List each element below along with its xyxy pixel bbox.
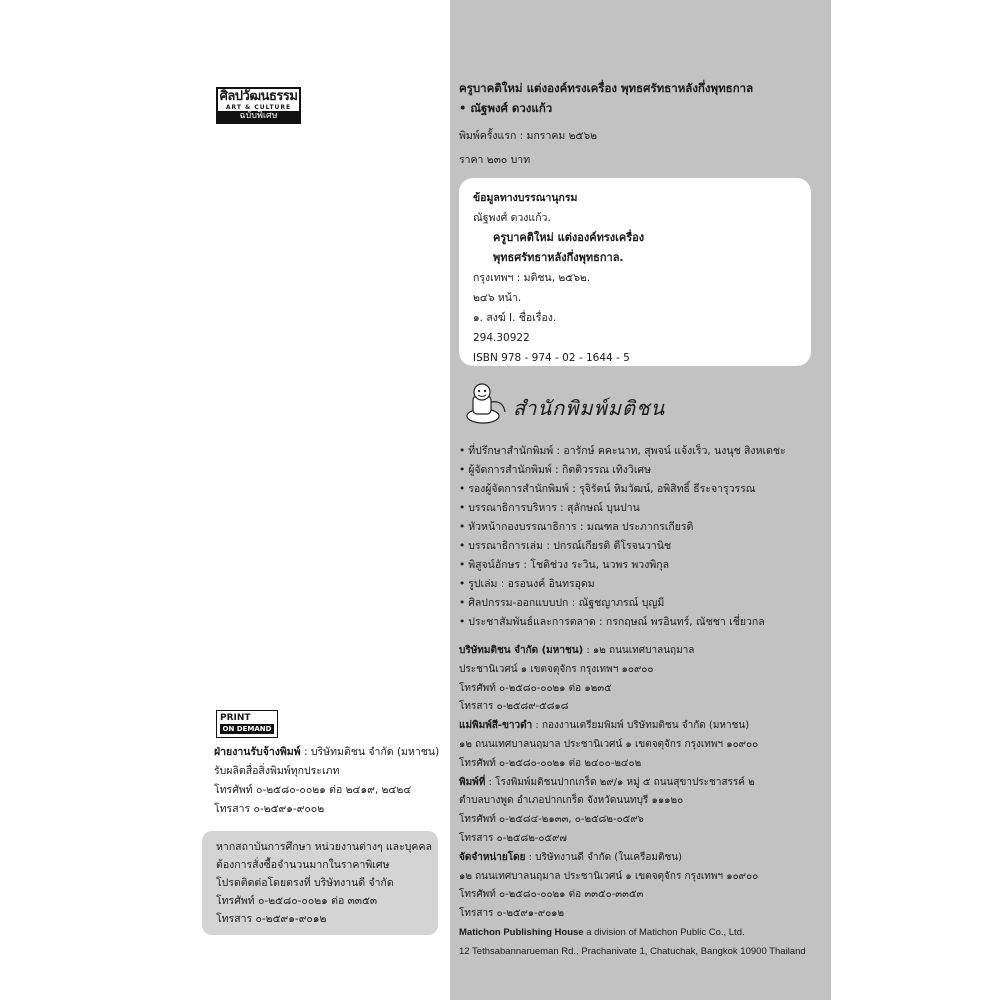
publishing-house-line xyxy=(459,924,829,943)
distributor-line xyxy=(459,849,829,868)
cataloging-heading: ข้อมูลทางบรรณานุกรม xyxy=(473,192,578,204)
distributor-value: : บริษัทงานดี จำกัด (ในเครือมติชน) xyxy=(525,851,683,863)
publishing-house-name: Matichon Publishing House xyxy=(459,926,584,938)
cataloging-pages: ๒๔๖ หน้า. xyxy=(473,292,522,304)
distributor-fax: โทรสาร ๐-๒๕๙๑-๙๐๑๒ xyxy=(459,908,565,920)
note-line: หากสถาบันการศึกษา หน่วยงานต่างๆ และบุคคล xyxy=(216,841,432,853)
separation-tel: โทรศัพท์ ๐-๒๕๘๐-๐๐๒๑ ต่อ ๒๔๐๐-๒๔๐๒ xyxy=(459,757,642,769)
address-block xyxy=(459,642,829,962)
cataloging-box xyxy=(459,178,811,366)
staff-item: • ประชาสัมพันธ์และการตลาด : กรกฤษณ์ พรอินทร์, ณัชชา เชี่ยวกล xyxy=(459,613,829,632)
magazine-logo xyxy=(216,87,301,124)
cataloging-author: ณัฐพงศ์ ดวงแก้ว. xyxy=(473,212,551,224)
printing-value: : โรงพิมพ์มติชนปากเกร็ด ๒๙/๑ หมู่ ๕ ถนนสุขาประชาสรรค์ ๒ xyxy=(485,776,755,788)
separation-value: : กองงานเตรียมพิมพ์ บริษัทมติชน จำกัด (มหาชน) xyxy=(532,720,750,732)
book-author: • ณัฐพงศ์ ดวงแก้ว xyxy=(459,101,553,115)
cataloging-subject: ๑. สงฆ์ I. ชื่อเรื่อง. xyxy=(473,312,557,324)
publisher-script-logo: สำนักพิมพ์มติชน xyxy=(513,396,666,420)
separation-label: แม่พิมพ์สี-ขาวดำ xyxy=(459,720,533,732)
note-line: โทรสาร ๐-๒๕๙๑-๙๐๑๒ xyxy=(216,913,327,925)
company-name: บริษัทมติชน จำกัด (มหาชน) xyxy=(459,645,584,656)
printing-label: พิมพ์ที่ xyxy=(459,776,486,788)
print-logo-line2: ON DEMAND xyxy=(220,724,274,734)
distributor-tel: โทรศัพท์ ๐-๒๕๘๐-๐๐๒๑ ต่อ ๓๓๕๐-๓๓๕๓ xyxy=(459,889,644,901)
logo-subtitle: ART & CULTURE xyxy=(225,104,292,111)
printing-service-block xyxy=(214,743,444,819)
printing-service-line2: รับผลิตสื่อสิ่งพิมพ์ทุกประเภท xyxy=(214,765,340,777)
cataloging-imprint: กรุงเทพฯ : มติชน, ๒๕๖๒. xyxy=(473,272,591,284)
company-fax: โทรสาร ๐-๒๕๘๙-๕๘๑๘ xyxy=(459,701,569,713)
staff-item: • หัวหน้ากองบรรณาธิการ : มณฑล ประภากรเกียรติ xyxy=(459,518,829,537)
cataloging-title-2: พุทธศรัทธาหลังกึ่งพุทธกาล. xyxy=(493,251,624,264)
note-line: โปรดติดต่อโดยตรงที่ บริษัทงานดี จำกัด xyxy=(216,877,394,889)
staff-item: • ผู้จัดการสำนักพิมพ์ : กิตติวรรณ เทิงวิเศษ xyxy=(459,461,829,480)
print-logo-line1: PRINT xyxy=(220,713,251,723)
staff-item: • รองผู้จัดการสำนักพิมพ์ : รุจิรัตน์ หิมวัฒน์, อพิสิทธิ์ ธีระจารุวรรณ xyxy=(459,480,829,499)
staff-list xyxy=(459,442,829,632)
staff-item: • พิสูจน์อักษร : โชติช่วง ระวิน, นวพร พวงพิกุล xyxy=(459,556,829,575)
staff-item: • ที่ปรึกษาสำนักพิมพ์ : อารักษ์ คคะนาท, สุพจน์ แจ้งเร็ว, นงนุช สิงหเดชะ xyxy=(459,442,829,461)
logo-title: ศิลปวัฒนธรรม xyxy=(219,89,298,104)
printing-service-fax: โทรสาร ๐-๒๕๙๑-๙๐๐๒ xyxy=(214,803,325,815)
separation-address: ๑๒ ถนนเทศบาลนฤมาล ประชานิเวศน์ ๑ เขตจตุจักร กรุงเทพฯ ๑๐๙๐๐ xyxy=(459,738,759,750)
staff-item: • บรรณาธิการเล่ม : ปกรณ์เกียรติ ตีโรจนวานิช xyxy=(459,537,829,556)
mascot-icon xyxy=(463,382,509,426)
note-line: ต้องการสั่งซื้อจำนวนมากในราคาพิเศษ xyxy=(216,859,390,871)
separation-line xyxy=(459,717,829,736)
bulk-order-note xyxy=(202,831,438,935)
cataloging-isbn: ISBN 978 - 974 - 02 - 1644 - 5 xyxy=(473,352,630,364)
book-meta xyxy=(459,124,597,172)
printing-tel: โทรศัพท์ ๐-๒๕๘๔-๒๑๓๓, ๐-๒๕๘๒-๐๕๙๖ xyxy=(459,814,644,826)
printing-service-line1 xyxy=(214,743,444,762)
company-address-line2: ประชานิเวศน์ ๑ เขตจตุจักร กรุงเทพฯ ๑๐๙๐๐ xyxy=(459,663,654,675)
printing-service-value: : บริษัทมติชน จำกัด (มหาชน) xyxy=(300,746,440,758)
company-line xyxy=(459,642,829,661)
price: ราคา ๒๓๐ บาท xyxy=(459,154,531,166)
book-title-block xyxy=(459,78,829,118)
note-line: โทรศัพท์ ๐-๒๕๘๐-๐๐๒๑ ต่อ ๓๓๕๓ xyxy=(216,895,378,907)
printing-fax: โทรสาร ๐-๒๕๘๒-๐๕๙๗ xyxy=(459,832,567,844)
cataloging-classification: 294.30922 xyxy=(473,332,530,344)
cataloging-title-1: ครูบาคติใหม่ แต่งองค์ทรงเครื่อง xyxy=(493,231,645,244)
first-print: พิมพ์ครั้งแรก : มกราคม ๒๕๖๒ xyxy=(459,130,598,142)
staff-item: • บรรณาธิการบริหาร : สุลักษณ์ บุนปาน xyxy=(459,499,829,518)
staff-item: • ศิลปกรรม-ออกแบบปก : ณัฐชญาภรณ์ บุญมี xyxy=(459,594,829,613)
print-on-demand-logo xyxy=(216,710,278,738)
company-address: : ๑๒ ถนนเทศบาลนฤมาล xyxy=(583,645,695,656)
printing-line xyxy=(459,774,829,793)
printing-address: ตำบลบางพูด อำเภอปากเกร็ด จังหวัดนนทบุรี ๑๑๑๒๐ xyxy=(459,795,684,807)
distributor-label: จัดจำหน่ายโดย xyxy=(459,851,526,863)
publishing-house-address: 12 Tethsabannarueman Rd., Prachanivate 1, Chatuchak, Bangkok 10900 Thailand xyxy=(459,945,806,957)
publishing-house-desc: a division of Matichon Public Co., Ltd. xyxy=(583,926,745,938)
logo-edition: ฉบับพิเศษ xyxy=(218,111,299,122)
company-tel: โทรศัพท์ ๐-๒๕๘๐-๐๐๒๑ ต่อ ๑๒๓๕ xyxy=(459,682,612,694)
printing-service-label: ฝ่ายงานรับจ้างพิมพ์ xyxy=(214,746,301,758)
staff-item: • รูปเล่ม : อรอนงค์ อินทรอุดม xyxy=(459,575,829,594)
publisher-logo xyxy=(459,382,699,426)
distributor-address: ๑๒ ถนนเทศบาลนฤมาล ประชานิเวศน์ ๑ เขตจตุจักร กรุงเทพฯ ๑๐๙๐๐ xyxy=(459,870,759,882)
book-title: ครูบาคติใหม่ แต่งองค์ทรงเครื่อง พุทธศรัทธาหลังกึ่งพุทธกาล xyxy=(459,81,754,95)
printing-service-tel: โทรศัพท์ ๐-๒๕๘๐-๐๐๒๑ ต่อ ๒๔๑๙, ๒๔๒๔ xyxy=(214,784,412,796)
